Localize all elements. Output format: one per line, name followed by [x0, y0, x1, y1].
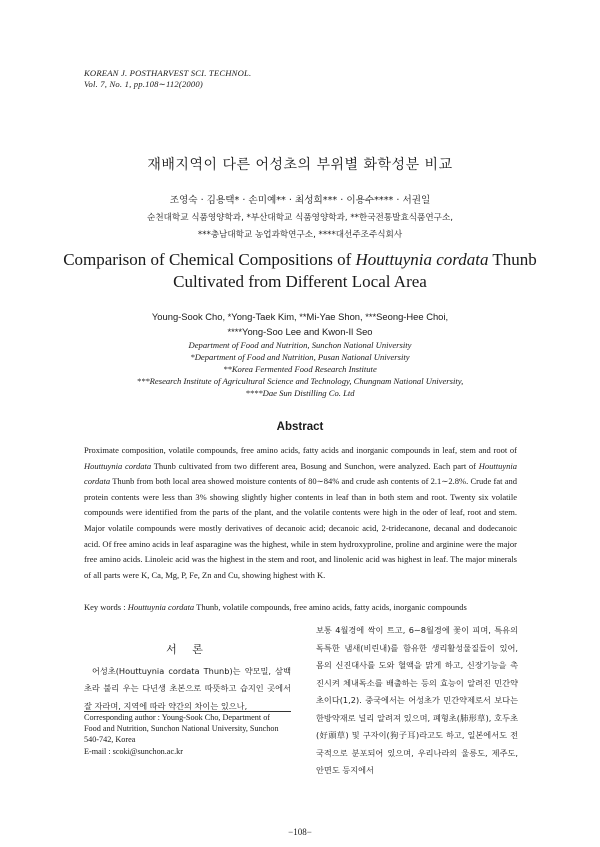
correspondence-email: E-mail : scoki@sunchon.ac.kr: [84, 746, 183, 756]
correspondence-footnote: Corresponding author : Young-Sook Cho, Department of Food and Nutrition, Sunchon National University, Sunchon 540-742, Korea E-mail : scoki@sunchon.ac.kr: [84, 712, 291, 757]
keywords-label: Key words :: [84, 602, 128, 612]
intro-paragraph-continued: 보통 4월경에 싹이 트고, 6∼8월경에 꽃이 피며, 특유의 독특한 냄새(비린내)를 함유한 생리활성물질들이 있어, 몸의 신진대사를 도와 혈액을 맑게 하고, 신장기능을 촉진시켜 체내독소를 배출하는 등의 효능이 알려진 민간약초이다(1,2). 중국에서는 어성초가 민간약제로서 보다는 한방약재로 널리 알려져 있으며, 폐형초(肺形草), 호두초(好頭草) 및 구자이(狗子耳)라고도 하고, 일본에서도 전국적으로 분포되어 있으며, 우리나라의 울릉도, 제주도, 안면도 등지에서: [316, 625, 518, 775]
english-affiliations: [0, 339, 600, 399]
english-title-line-2: Cultivated from Different Local Area: [173, 272, 427, 291]
keywords-list: Thunb, volatile compounds, free amino acids, fatty acids, inorganic compounds: [194, 602, 467, 612]
english-authors: Young-Sook Cho, *Yong-Taek Kim, **Mi-Yae Shon, ***Seong-Hee Choi, ****Yong-Soo Lee and Kwon-Il Seo: [151, 311, 449, 337]
page-number: −108−: [288, 827, 312, 837]
journal-header: [84, 68, 251, 90]
abstract-body: Proximate composition, volatile compounds, free amino acids, fatty acids and inorganic compounds in leaf, stem and root of Houttuynia cordata Thunb cultivated from two different area, Bosung and Sunchon, were analyzed. Each part of Houttuynia cordata Thunb from both local area showed moisture contents of 80∼84% and crude ash contents of 2.1∼2.8%. Crude fat and protein contents were less than 3% showing slightly higher contents in leaf than in both stem and root. Twenty six volatile compounds were identified from the parts of the plant, and the volatile contents were high in the oder of leaf, root and stem. Major volatile compounds were mostly derivatives of decanoic acid; decanoic acid, 2-tridecanone, decanal and dodecanoic acid. Of free amino acids in leaf asparagine was the highest, while in stem hydroxyproline, proline and arginine were the major free amino acids. Linoleic acid was the highest in the stem and root, and linolenic acid was highest in leaf. The major minerals of all parts were K, Ca, Mg, P, Fe, Zn and Cu, showing highest with K.: [84, 445, 517, 580]
keywords: [84, 601, 517, 613]
journal-citation: Vol. 7, No. 1, pp.108∼112(2000): [84, 79, 203, 89]
korean-title: 재배지역이 다른 어성초의 부위별 화학성분 비교: [147, 157, 453, 173]
affiliation-line: Department of Food and Nutrition, Sunchon National University: [188, 340, 412, 350]
english-title: [0, 249, 600, 293]
korean-authors: 조영숙 · 김용택* · 손미예** · 최성희*** · 이용수**** · 서권일: [169, 195, 431, 206]
intro-right-column: [316, 622, 518, 780]
affiliation-line: ***Research Institute of Agricultural Science and Technology, Chungnam National University,: [136, 376, 464, 386]
species-name: Houttuynia cordata: [84, 460, 152, 471]
affiliation-line: ****Dae Sun Distilling Co. Ltd: [245, 388, 355, 398]
affiliation-line: *Department of Food and Nutrition, Pusan National University: [190, 352, 410, 362]
affiliation-line: **Korea Fermented Food Research Institute: [223, 364, 377, 374]
journal-name: KOREAN J. POSTHARVEST SCI. TECHNOL.: [84, 68, 252, 78]
species-name: Houttuynia cordata: [84, 460, 517, 487]
abstract-heading: Abstract: [276, 421, 324, 433]
korean-affiliation-line: ***충남대학교 농업과학연구소, ****대선주조주식회사: [197, 230, 403, 240]
intro-left-column: [84, 663, 291, 715]
intro-paragraph: 어성초(Houttuynia cordata Thunb)는 약모밀, 삼백초라 불리 우는 다년생 초본으로 따뜻하고 습지인 곳에서 잘 자라며, 지역에 따라 약간의 차이는 있으나,: [84, 666, 291, 711]
english-title-line-1: Comparison of Chemical Compositions of Houttuynia cordata Thunb: [63, 250, 537, 269]
korean-affiliation-line: 순천대학교 식품영양학과, *부산대학교 식품영양학과, **한국전통발효식품연구소,: [147, 213, 453, 223]
species-name: Houttuynia cordata: [355, 250, 489, 269]
species-name: Houttuynia cordata: [127, 602, 195, 612]
section-heading-introduction: 서 론: [166, 643, 209, 656]
